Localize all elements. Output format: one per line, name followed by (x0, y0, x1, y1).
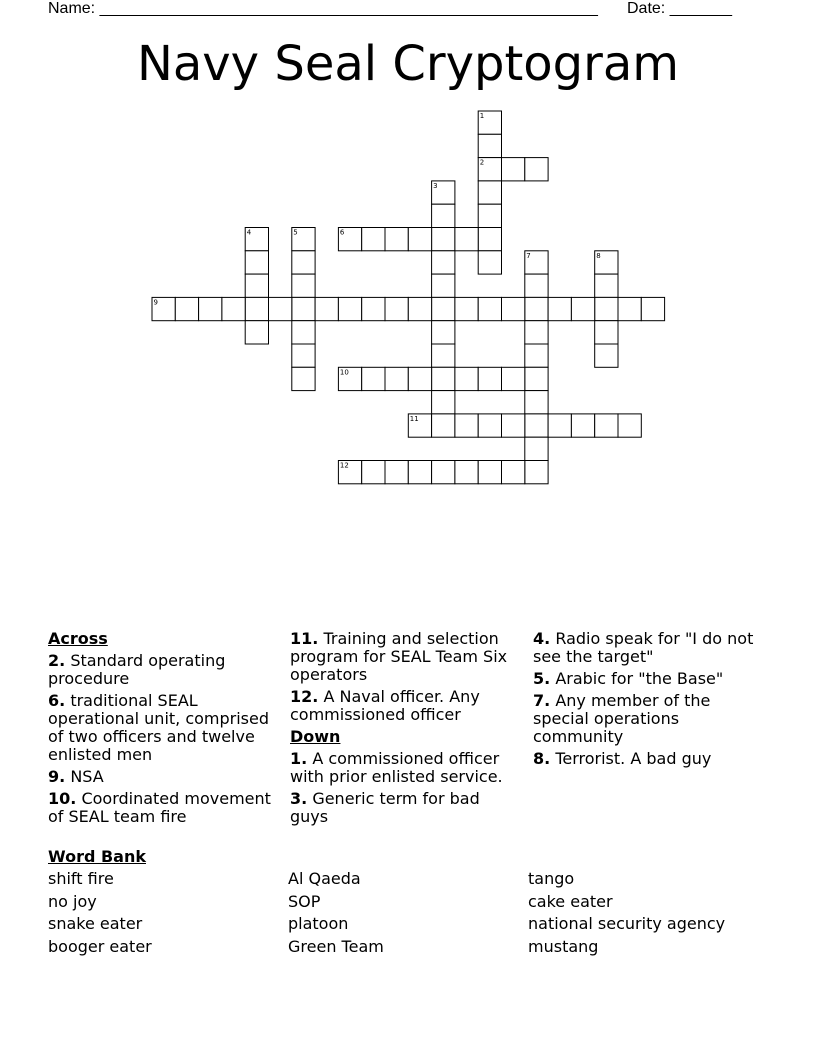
grid-cell[interactable] (478, 297, 501, 320)
clue-number-label: 6 (339, 228, 345, 237)
clue-text: traditional SEAL operational unit, comprised of two officers and twelve enlisted men (48, 691, 270, 764)
word-bank-column-3 (528, 868, 758, 958)
grid-cell[interactable] (245, 297, 268, 320)
word-bank-item: no joy (48, 891, 97, 911)
grid-cell[interactable] (525, 461, 548, 484)
grid-cell[interactable] (595, 321, 618, 344)
grid-cell[interactable] (432, 204, 455, 227)
clue-down-8 (533, 750, 763, 768)
grid-cell[interactable] (478, 367, 501, 390)
grid-cell[interactable] (502, 461, 525, 484)
grid-cell[interactable] (245, 274, 268, 297)
clue-number: 10. (48, 789, 77, 808)
grid-cell[interactable] (432, 297, 455, 320)
word-bank-item: mustang (528, 936, 599, 956)
crossword-grid (0, 0, 816, 520)
grid-cell[interactable] (478, 204, 501, 227)
grid-cell[interactable] (292, 251, 315, 274)
grid-cell[interactable] (362, 297, 385, 320)
clue-text: Generic term for bad guys (290, 789, 480, 826)
clue-number-label: 5 (293, 228, 298, 237)
grid-cell[interactable] (525, 391, 548, 414)
page-title: Navy Seal Cryptogram (136, 36, 680, 92)
clue-number-label: 9 (153, 298, 158, 307)
grid-cell[interactable] (525, 437, 548, 460)
grid-cell[interactable] (292, 297, 315, 320)
word-bank-item: snake eater (48, 914, 143, 933)
clue-number-label: 11 (409, 414, 419, 423)
grid-cell[interactable] (222, 297, 245, 320)
grid-cell[interactable] (269, 297, 292, 320)
grid-cell[interactable] (525, 158, 548, 181)
grid-cell[interactable] (432, 461, 455, 484)
grid-cell[interactable] (548, 414, 571, 437)
clue-across-2 (48, 652, 278, 688)
clue-number: 5. (533, 669, 551, 688)
grid-cell[interactable] (455, 367, 478, 390)
grid-cell[interactable] (432, 367, 455, 390)
clue-down-5 (533, 670, 763, 688)
grid-cell[interactable] (525, 274, 548, 297)
clue-number: 11. (290, 629, 319, 648)
clue-number: 6. (48, 691, 66, 710)
grid-cell[interactable] (595, 274, 618, 297)
grid-cell[interactable] (245, 321, 268, 344)
grid-cell[interactable] (525, 414, 548, 437)
grid-cell[interactable] (175, 297, 198, 320)
grid-cell[interactable] (502, 158, 525, 181)
grid-cell[interactable] (455, 228, 478, 251)
clue-number: 2. (48, 651, 66, 670)
grid-cell[interactable] (478, 134, 501, 157)
grid-cell[interactable] (525, 321, 548, 344)
grid-cell[interactable] (408, 297, 431, 320)
grid-cell[interactable] (245, 251, 268, 274)
word-bank-item: Al Qaeda (288, 869, 361, 888)
grid-cell[interactable] (478, 228, 501, 251)
date-field-label: Date: _______ (627, 0, 732, 17)
grid-cell[interactable] (571, 297, 594, 320)
grid-cell[interactable] (362, 461, 385, 484)
grid-cell[interactable] (362, 367, 385, 390)
grid-cell[interactable] (502, 297, 525, 320)
grid-cell[interactable] (478, 251, 501, 274)
clue-number: 4. (533, 629, 551, 648)
word-bank-item: Green Team (288, 936, 384, 956)
grid-cell[interactable] (432, 228, 455, 251)
clue-text: Any member of the special operations community (533, 691, 711, 746)
clues-column-3 (533, 630, 763, 772)
word-bank-column-2 (288, 868, 518, 958)
grid-cell[interactable] (432, 251, 455, 274)
grid-cell[interactable] (525, 297, 548, 320)
word-bank-item: platoon (288, 914, 349, 933)
grid-cell[interactable] (432, 414, 455, 437)
grid-cell[interactable] (408, 228, 431, 251)
across-heading: Across (48, 629, 108, 648)
clue-number-label: 1 (479, 112, 485, 120)
grid-cell[interactable] (618, 297, 641, 320)
grid-cell[interactable] (618, 414, 641, 437)
grid-cell[interactable] (199, 297, 222, 320)
clue-text: Training and selection program for SEAL Team Six operators (290, 629, 508, 684)
clue-across-10 (48, 790, 278, 826)
grid-cell[interactable] (595, 414, 618, 437)
clue-number-label: 4 (246, 228, 252, 237)
grid-cell[interactable] (432, 391, 455, 414)
grid-cell[interactable] (502, 367, 525, 390)
grid-cell[interactable] (315, 297, 338, 320)
clue-across-9 (48, 768, 278, 786)
grid-cell[interactable] (432, 344, 455, 367)
grid-cell[interactable] (385, 228, 408, 251)
grid-cell[interactable] (502, 414, 525, 437)
clue-number: 12. (290, 687, 319, 706)
clue-across-12 (290, 688, 520, 724)
grid-cell[interactable] (478, 461, 501, 484)
grid-cell[interactable] (408, 367, 431, 390)
name-field-label: Name: ________________________________________________________ (48, 0, 598, 17)
grid-cell[interactable] (548, 297, 571, 320)
grid-cell[interactable] (641, 297, 664, 320)
clue-number: 9. (48, 767, 66, 786)
grid-cell[interactable] (385, 297, 408, 320)
clue-text: A Naval officer. Any commissioned officer (290, 687, 480, 724)
clue-number-label: 7 (526, 251, 531, 260)
clues-column-2 (290, 630, 520, 830)
clue-text: A commissioned officer with prior enlisted service. (290, 749, 503, 786)
grid-cell[interactable] (292, 367, 315, 390)
clue-text: NSA (70, 767, 104, 786)
clue-number: 3. (290, 789, 308, 808)
clue-number: 1. (290, 749, 308, 768)
grid-cell[interactable] (478, 414, 501, 437)
grid-cell[interactable] (292, 274, 315, 297)
word-bank-item: booger eater (48, 936, 152, 956)
word-bank-item: tango (528, 869, 575, 888)
clue-number: 7. (533, 691, 551, 710)
clue-number-label: 2 (479, 158, 485, 167)
grid-cell[interactable] (478, 181, 501, 204)
clue-down-3 (290, 790, 520, 826)
word-bank (48, 846, 768, 956)
grid-cell[interactable] (525, 367, 548, 390)
down-heading: Down (290, 727, 341, 746)
grid-cell[interactable] (571, 414, 594, 437)
grid-cell[interactable] (362, 228, 385, 251)
word-bank-item: national security agency (528, 914, 726, 933)
clue-number-label: 8 (596, 251, 601, 260)
clue-down-7 (533, 692, 763, 746)
grid-cell[interactable] (338, 297, 361, 320)
clue-text: Arabic for "the Base" (555, 669, 724, 688)
clue-text: Radio speak for "I do not see the target" (533, 629, 754, 666)
word-bank-column-1 (48, 868, 278, 958)
clue-text: Terrorist. A bad guy (555, 749, 712, 768)
grid-cell[interactable] (595, 344, 618, 367)
word-bank-item: shift fire (48, 869, 114, 888)
clue-down-1 (290, 750, 520, 786)
clue-across-11 (290, 630, 520, 684)
word-bank-heading: Word Bank (48, 847, 147, 866)
clue-down-4 (533, 630, 763, 666)
clue-number-label: 10 (339, 368, 349, 377)
clue-number-label: 12 (339, 461, 349, 470)
grid-cell[interactable] (432, 321, 455, 344)
word-bank-item: cake eater (528, 891, 613, 911)
grid-cell[interactable] (385, 461, 408, 484)
grid-cell[interactable] (408, 461, 431, 484)
grid-cell[interactable] (292, 344, 315, 367)
word-bank-item: SOP (288, 891, 321, 911)
clue-text: Coordinated movement of SEAL team fire (48, 789, 271, 826)
grid-cell[interactable] (385, 367, 408, 390)
clues-column-1 (48, 630, 278, 830)
clue-number: 8. (533, 749, 551, 768)
clue-text: Standard operating procedure (48, 651, 226, 688)
grid-cell[interactable] (455, 297, 478, 320)
clue-number-label: 3 (433, 181, 438, 190)
grid-cell[interactable] (432, 274, 455, 297)
clue-across-6 (48, 692, 278, 764)
grid-cell[interactable] (525, 344, 548, 367)
grid-cell[interactable] (455, 414, 478, 437)
grid-cell[interactable] (455, 461, 478, 484)
grid-cell[interactable] (595, 297, 618, 320)
grid-cell[interactable] (292, 321, 315, 344)
